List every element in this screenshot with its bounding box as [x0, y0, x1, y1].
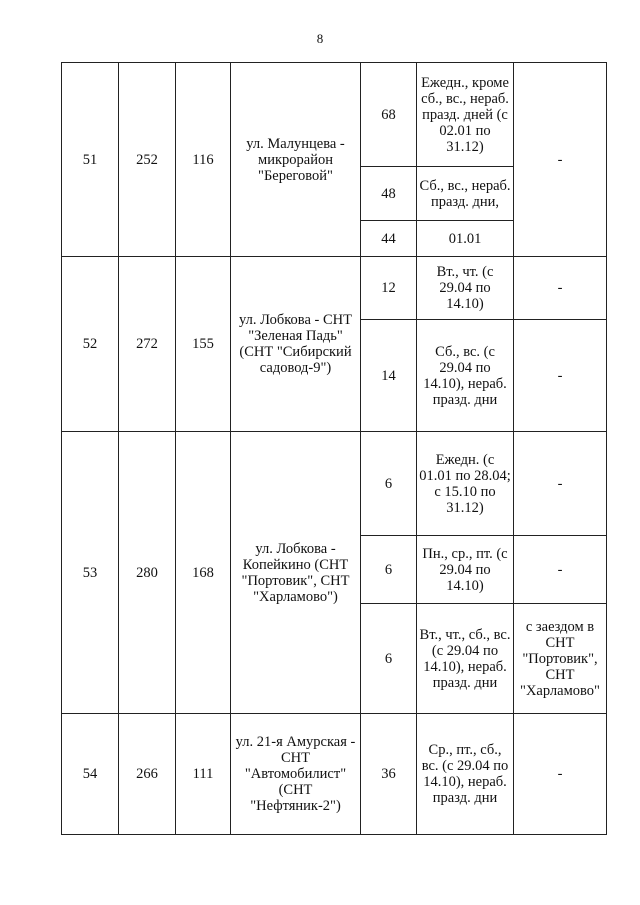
trip-note: с заездом в СНТ "Портовик", СНТ "Харламово": [514, 604, 607, 714]
route-description: ул. Лобкова - СНТ "Зеленая Падь" (СНТ "Сибирский садовод-9"): [231, 257, 361, 432]
route-code: 252: [119, 63, 176, 257]
trip-count: 44: [361, 221, 417, 257]
route-distance: 111: [176, 714, 231, 835]
trip-days: Пн., ср., пт. (с 29.04 по 14.10): [417, 536, 514, 604]
trip-count: 14: [361, 320, 417, 432]
trip-days: Вт., чт. (с 29.04 по 14.10): [417, 257, 514, 320]
route-number: 53: [62, 432, 119, 714]
trip-count: 12: [361, 257, 417, 320]
trip-days: Ежедн. (с 01.01 по 28.04; с 15.10 по 31.12): [417, 432, 514, 536]
trip-count: 48: [361, 167, 417, 221]
trip-note: -: [514, 320, 607, 432]
route-distance: 155: [176, 257, 231, 432]
trip-days: Ежедн., кроме сб., вс., нераб. празд. дней (с 02.01 по 31.12): [417, 63, 514, 167]
trip-days: Сб., вс., нераб. празд. дни,: [417, 167, 514, 221]
table-row: [62, 714, 607, 835]
trip-note: -: [514, 257, 607, 320]
trip-days: 01.01: [417, 221, 514, 257]
table-row: [62, 257, 607, 320]
trip-note: -: [514, 536, 607, 604]
trip-days: Ср., пт., сб., вс. (с 29.04 по 14.10), нераб. празд. дни: [417, 714, 514, 835]
route-description: ул. 21-я Амурская - СНТ "Автомобилист" (СНТ "Нефтяник-2"): [231, 714, 361, 835]
route-schedule-table: [61, 62, 607, 835]
trip-days: Сб., вс. (с 29.04 по 14.10), нераб. празд. дни: [417, 320, 514, 432]
route-distance: 116: [176, 63, 231, 257]
trip-note: -: [514, 714, 607, 835]
route-number: 54: [62, 714, 119, 835]
trip-note: -: [514, 432, 607, 536]
trip-count: 6: [361, 604, 417, 714]
route-code: 266: [119, 714, 176, 835]
route-code: 280: [119, 432, 176, 714]
route-code: 272: [119, 257, 176, 432]
table-row: [62, 63, 607, 167]
route-number: 52: [62, 257, 119, 432]
trip-note: -: [514, 63, 607, 257]
route-description: ул. Малунцева - микрорайон "Береговой": [231, 63, 361, 257]
route-description: ул. Лобкова - Копейкино (СНТ "Портовик", СНТ "Харламово"): [231, 432, 361, 714]
page-number: 8: [316, 31, 324, 46]
trip-count: 68: [361, 63, 417, 167]
trip-days: Вт., чт., сб., вс. (с 29.04 по 14.10), нераб. празд. дни: [417, 604, 514, 714]
trip-count: 6: [361, 432, 417, 536]
trip-count: 6: [361, 536, 417, 604]
route-number: 51: [62, 63, 119, 257]
route-distance: 168: [176, 432, 231, 714]
table-row: [62, 432, 607, 536]
trip-count: 36: [361, 714, 417, 835]
